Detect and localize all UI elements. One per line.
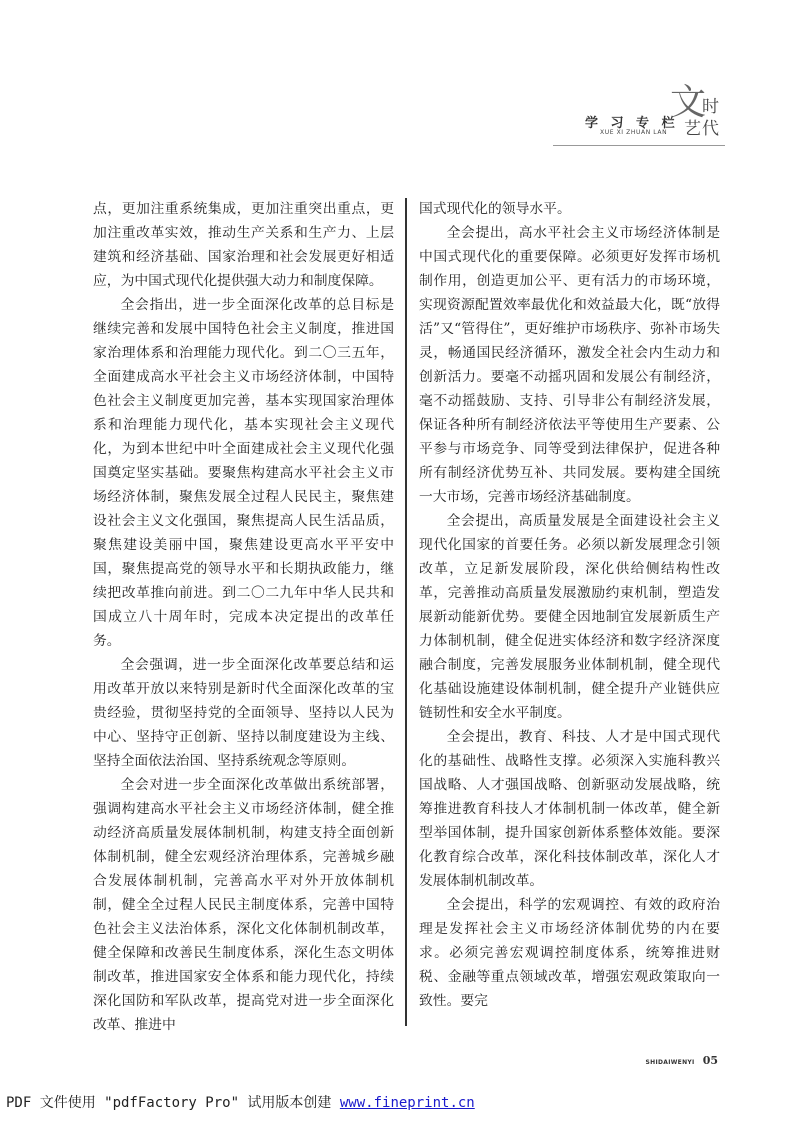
watermark-link[interactable]: www.fineprint.cn: [339, 1095, 475, 1111]
article-left-column: [93, 197, 394, 1037]
logo-char-yi: 艺: [684, 119, 701, 139]
watermark-text: PDF 文件使用 "pdfFactory Pro" 试用版本创建: [6, 1095, 340, 1111]
paragraph: 国式现代化的领导水平。: [419, 201, 571, 217]
column-title: 学 习 专 栏: [585, 116, 679, 131]
paragraph: 全会提出，高质量发展是全面建设社会主义现代化国家的首要任务。必须以新发展理念引领改革，立足新发展阶段，深化供给侧结构性改革，完善推动高质量发展激励约束机制，塑造发展新动能新优势。要健全因地制宜发展新质生产力体制机制，健全促进实体经济和数字经济深度融合制度，完善发展服务业体制机制，健全现代化基础设施建设体制机制，健全提升产业链供应链韧性和安全水平制度。: [419, 513, 720, 721]
paragraph: 点，更加注重系统集成，更加注重突出重点，更加注重改革实效，推动生产关系和生产力、上层建筑和经济基础、国家治理和社会发展更好相适应，为中国式现代化提供强大动力和制度保障。: [93, 201, 394, 289]
column-divider: [405, 198, 407, 1026]
logo-char-wen: 文: [670, 82, 707, 123]
logo-char-shi: 时: [702, 97, 719, 117]
paragraph: 全会提出，科学的宏观调控、有效的政府治理是发挥社会主义市场经济体制优势的内在要求。必须完善宏观调控制度体系，统筹推进财税、金融等重点领域改革，增强宏观政策取向一致性。要完: [419, 897, 720, 1009]
magazine-logo: [670, 82, 722, 145]
header-divider: [553, 145, 725, 146]
paragraph: 全会提出，教育、科技、人才是中国式现代化的基础性、战略性支撑。必须深入实施科教兴国战略、人才强国战略、创新驱动发展战略，统筹推进教育科技人才体制机制一体改革，健全新型举国体制，提升国家创新体系整体效能。要深化教育综合改革，深化科技体制改革，深化人才发展体制机制改革。: [419, 729, 720, 889]
page-number: 05: [702, 1054, 718, 1067]
pdf-watermark: [6, 1092, 475, 1112]
paragraph: 全会指出，进一步全面深化改革的总目标是继续完善和发展中国特色社会主义制度，推进国家治理体系和治理能力现代化。到二〇三五年，全面建成高水平社会主义市场经济体制，中国特色社会主义制度更加完善，基本实现国家治理体系和治理能力现代化，基本实现社会主义现代化，为到本世纪中叶全面建成社会主义现代化强国奠定坚实基础。要聚焦构建高水平社会主义市场经济体制，聚焦发展全过程人民民主，聚焦建设社会主义文化强国，聚焦提高人民生活品质，聚焦建设美丽中国，聚焦建设更高水平平安中国，聚焦提高党的领导水平和长期执政能力，继续把改革推向前进。到二〇二九年中华人民共和国成立八十周年时，完成本决定提出的改革任务。: [93, 297, 394, 649]
column-title-pinyin: XUE XI ZHUAN LAN: [600, 129, 668, 136]
paragraph: 全会强调，进一步全面深化改革要总结和运用改革开放以来特别是新时代全面深化改革的宝贵经验，贯彻坚持党的全面领导、坚持以人民为中心、坚持守正创新、坚持以制度建设为主线、坚持全面依法治国、坚持系统观念等原则。: [93, 657, 394, 769]
footer-brand: SHIDAIWENYI: [645, 1059, 695, 1066]
page-footer: [646, 1049, 718, 1068]
logo-char-dai: 代: [702, 119, 719, 139]
paragraph: 全会对进一步全面深化改革做出系统部署，强调构建高水平社会主义市场经济体制，健全推动经济高质量发展体制机制，构建支持全面创新体制机制，健全宏观经济治理体系，完善城乡融合发展体制机制，完善高水平对外开放体制机制，健全全过程人民民主制度体系，完善中国特色社会主义法治体系，深化文化体制机制改革，健全保障和改善民生制度体系，深化生态文明体制改革，推进国家安全体系和能力现代化，持续深化国防和军队改革，提高党对进一步全面深化改革、推进中: [93, 777, 394, 1033]
paragraph: 全会提出，高水平社会主义市场经济体制是中国式现代化的重要保障。必须更好发挥市场机制作用，创造更加公平、更有活力的市场环境，实现资源配置效率最优化和效益最大化，既“放得活”又“管得住”，更好维护市场秩序、弥补市场失灵，畅通国民经济循环，激发全社会内生动力和创新活力。要毫不动摇巩固和发展公有制经济，毫不动摇鼓励、支持、引导非公有制经济发展，保证各种所有制经济依法平等使用生产要素、公平参与市场竞争、同等受到法律保护，促进各种所有制经济优势互补、共同发展。要构建全国统一大市场，完善市场经济基础制度。: [419, 225, 720, 505]
article-right-column: [419, 197, 720, 1013]
